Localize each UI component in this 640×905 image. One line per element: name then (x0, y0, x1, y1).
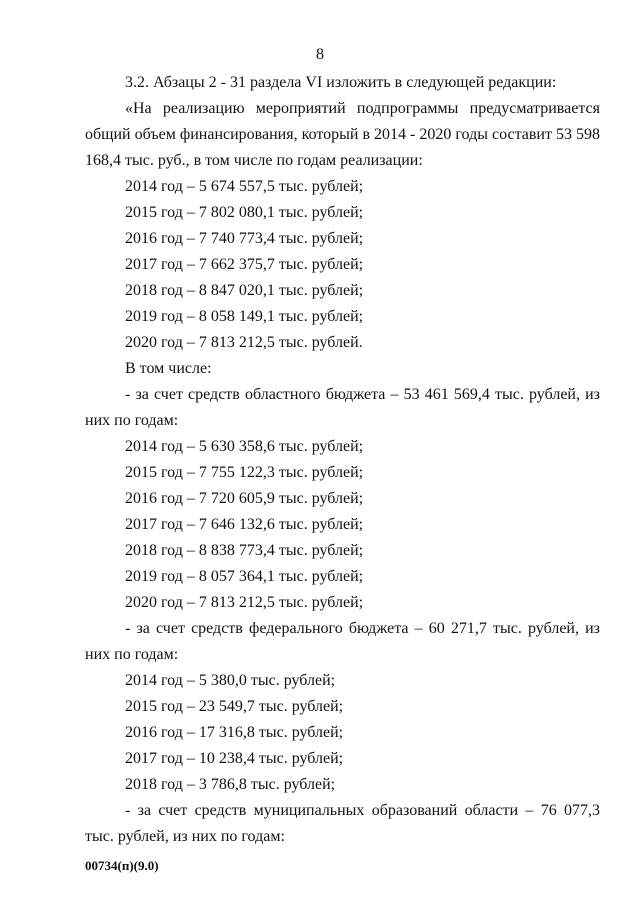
federal-year-2016: 2016 год – 17 316,8 тыс. рублей; (125, 724, 344, 741)
regional-year-2017: 2017 год – 7 646 132,6 тыс. рублей; (125, 516, 364, 533)
federal-year-2015: 2015 год – 23 549,7 тыс. рублей; (125, 698, 344, 715)
page-number: 8 (316, 46, 324, 63)
regional-year-2020: 2020 год – 7 813 212,5 тыс. рублей; (125, 594, 364, 611)
including-label: В том числе: (125, 360, 212, 377)
total-year-2018: 2018 год – 8 847 020,1 тыс. рублей; (125, 282, 364, 299)
section-heading: 3.2. Абзацы 2 - 31 раздела VI изложить в следующей редакции: (125, 74, 557, 91)
regional-year-2016: 2016 год – 7 720 605,9 тыс. рублей; (125, 490, 364, 507)
federal-year-2014: 2014 год – 5 380,0 тыс. рублей; (125, 672, 336, 689)
total-year-2015: 2015 год – 7 802 080,1 тыс. рублей; (125, 204, 364, 221)
total-year-2020: 2020 год – 7 813 212,5 тыс. рублей. (125, 334, 363, 351)
municipal-budget-paragraph: - за счет средств муниципальных образований области – 76 077,3 тыс. рублей, из них по годам: (85, 802, 600, 845)
document-code: 00734(п)(9.0) (85, 858, 159, 873)
intro-paragraph: «На реализацию мероприятий подпрограммы предусматривается общий объем финансирования, который в 2014 - 2020 годы составит 53 598 168,4 тыс. руб., в том числе по годам реализации: (85, 100, 600, 169)
total-year-2017: 2017 год – 7 662 375,7 тыс. рублей; (125, 256, 364, 273)
regional-budget-paragraph: - за счет средств областного бюджета – 53 461 569,4 тыс. рублей, из них по годам: (85, 386, 600, 429)
federal-budget-paragraph: - за счет средств федерального бюджета – 60 271,7 тыс. рублей, из них по годам: (85, 620, 600, 663)
federal-year-2018: 2018 год – 3 786,8 тыс. рублей; (125, 776, 336, 793)
regional-year-2018: 2018 год – 8 838 773,4 тыс. рублей; (125, 542, 364, 559)
document-body (85, 70, 600, 850)
federal-year-2017: 2017 год – 10 238,4 тыс. рублей; (125, 750, 344, 767)
total-year-2019: 2019 год – 8 058 149,1 тыс. рублей; (125, 308, 364, 325)
regional-year-2014: 2014 год – 5 630 358,6 тыс. рублей; (125, 438, 364, 455)
total-year-2016: 2016 год – 7 740 773,4 тыс. рублей; (125, 230, 364, 247)
total-year-2014: 2014 год – 5 674 557,5 тыс. рублей; (125, 178, 364, 195)
regional-year-2019: 2019 год – 8 057 364,1 тыс. рублей; (125, 568, 364, 585)
regional-year-2015: 2015 год – 7 755 122,3 тыс. рублей; (125, 464, 364, 481)
